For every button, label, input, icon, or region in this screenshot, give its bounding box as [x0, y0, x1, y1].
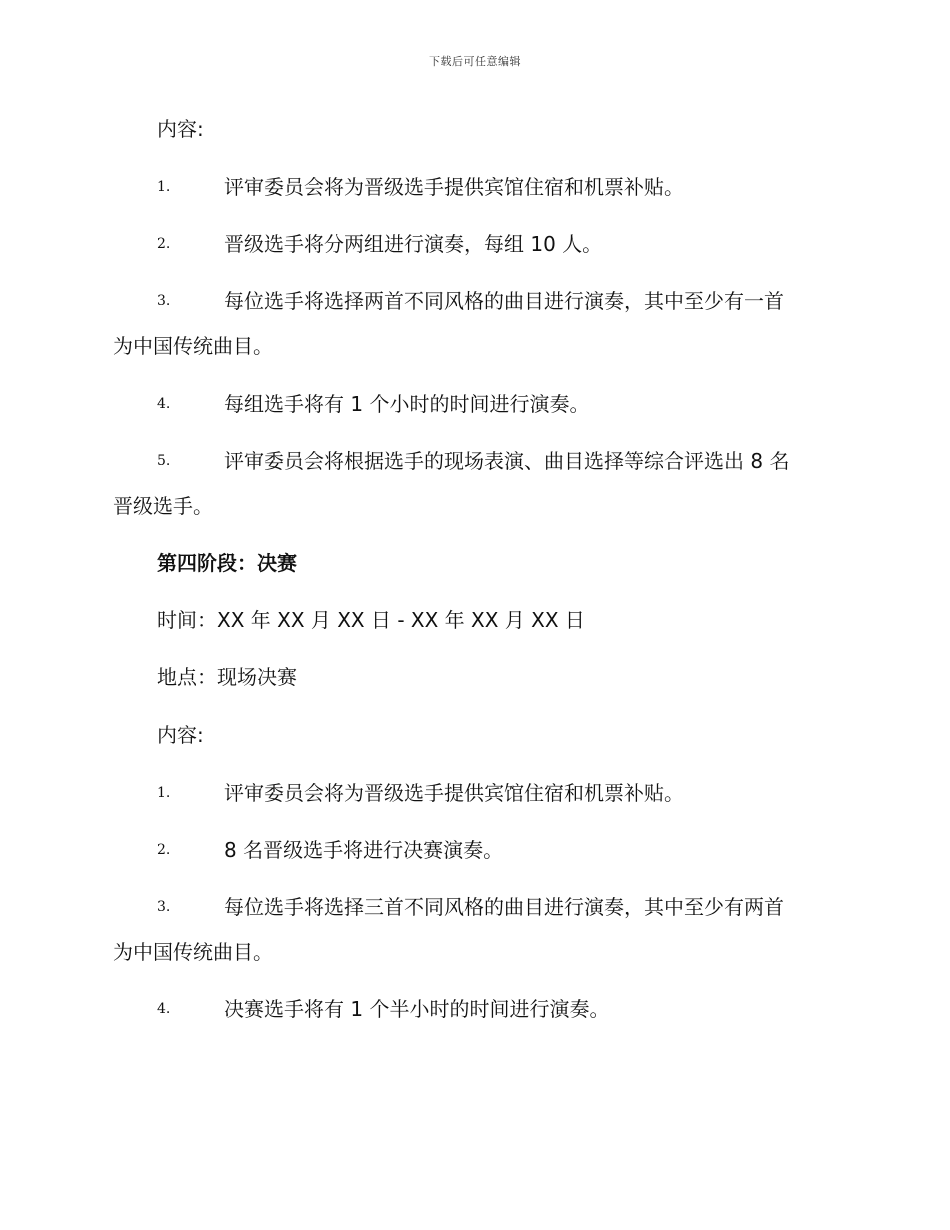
location-line: 地点：现场决赛 [157, 665, 297, 689]
list-item-number: 2. [157, 842, 171, 858]
time-line: 时间：XX 年 XX 月 XX 日 - XX 年 XX 月 XX 日 [157, 608, 585, 632]
list-item-number: 3. [157, 293, 171, 309]
list-item-continuation: 晋级选手。 [113, 494, 213, 518]
page-header: 下载后可任意编辑 [429, 55, 521, 68]
list-item-number: 3. [157, 899, 171, 915]
list-item-number: 4. [157, 396, 171, 412]
list-item-text: 每组选手将有 1 个小时的时间进行演奏。 [224, 392, 590, 416]
list-item-number: 4. [157, 1001, 171, 1017]
list-item-text: 8 名晋级选手将进行决赛演奏。 [224, 838, 504, 862]
content-label: 内容: [157, 117, 204, 141]
list-item-text: 晋级选手将分两组进行演奏，每组 10 人。 [224, 232, 603, 256]
list-item-text: 评审委员会将为晋级选手提供宾馆住宿和机票补贴。 [224, 175, 684, 199]
list-item-text: 评审委员会将根据选手的现场表演、曲目选择等综合评选出 8 名 [224, 449, 790, 473]
list-item-text: 每位选手将选择三首不同风格的曲目进行演奏，其中至少有两首 [224, 895, 784, 919]
list-item-continuation: 为中国传统曲目。 [113, 334, 273, 358]
list-item-text: 每位选手将选择两首不同风格的曲目进行演奏，其中至少有一首 [224, 289, 784, 313]
section-heading: 第四阶段：决赛 [157, 551, 297, 575]
list-item-number: 1. [157, 785, 171, 801]
list-item-continuation: 为中国传统曲目。 [113, 940, 273, 964]
list-item-number: 1. [157, 179, 171, 195]
list-item-number: 2. [157, 236, 171, 252]
list-item-text: 决赛选手将有 1 个半小时的时间进行演奏。 [224, 997, 610, 1021]
list-item-number: 5. [157, 453, 171, 469]
list-item-text: 评审委员会将为晋级选手提供宾馆住宿和机票补贴。 [224, 781, 684, 805]
content-label: 内容: [157, 723, 204, 747]
